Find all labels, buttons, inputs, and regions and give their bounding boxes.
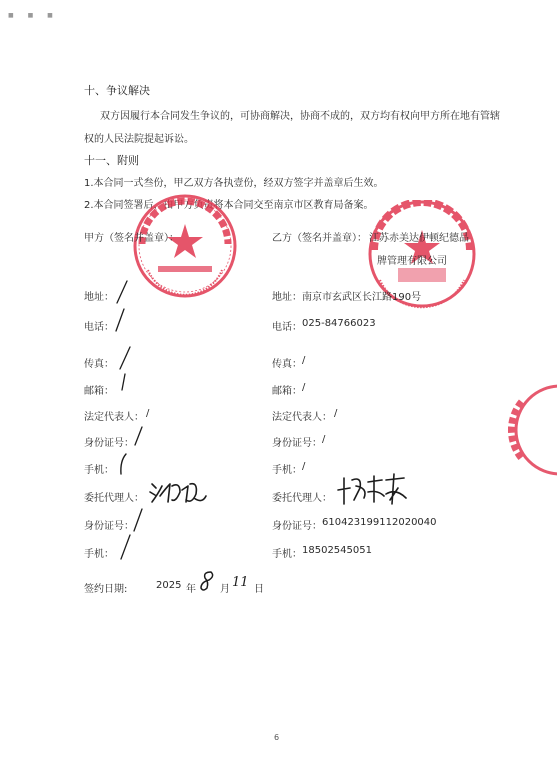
party-a-agent-id-stroke (130, 506, 146, 534)
party-a-agent-mobile-stroke (116, 532, 134, 562)
party-a-legal-rep-label: 法定代表人： (84, 412, 144, 423)
party-a-id-label: 身份证号： (84, 438, 134, 449)
signing-date-day: 11 (232, 575, 249, 590)
dispute-heading: 十、争议解决 (84, 84, 150, 97)
party-b-agent-id-label: 身份证号： (272, 521, 322, 532)
signing-date-year-unit: 年 (186, 584, 196, 595)
party-a-email-stroke (116, 372, 130, 394)
party-a-agent-signature (146, 474, 208, 508)
party-a-fax-stroke (116, 344, 134, 372)
signing-date-month-unit: 月 (220, 584, 230, 595)
party-b-agent-mobile-label: 手机： (272, 549, 302, 560)
party-a-seal (128, 192, 242, 300)
party-b-phone-value: 025-84766023 (302, 318, 376, 329)
signing-date-day-unit: 日 (254, 584, 264, 595)
dispute-line-2: 权的人民法院提起诉讼。 (84, 134, 194, 145)
party-b-address-value: 南京市玄武区长江路190号 (302, 292, 422, 303)
party-b-agent-label: 委托代理人： (272, 493, 332, 504)
party-b-address-label: 地址： (272, 292, 302, 303)
party-b-legal-rep-label: 法定代表人： (272, 412, 332, 423)
appendix-item-1: 1.本合同一式叁份，甲乙双方各执壹份，经双方签字并盖章后生效。 (84, 178, 384, 189)
partial-edge-seal (508, 380, 557, 480)
party-a-phone-label: 电话： (84, 322, 114, 333)
party-a-address-label: 地址： (84, 292, 114, 303)
party-a-email-label: 邮箱： (84, 386, 114, 397)
signing-date-month-handwritten (197, 568, 219, 594)
party-b-email-value: / (302, 382, 306, 393)
page-number: 6 (274, 733, 280, 742)
party-b-fax-label: 传真： (272, 359, 302, 370)
dispute-line-1: 双方因履行本合同发生争议的，可协商解决，协商不成的，双方均有权向甲方所在地有管辖 (100, 111, 500, 122)
appendix-item-2: 2.本合同签署后，由甲方负责将本合同交至南京市区教育局备案。 (84, 200, 374, 211)
party-b-fax-value: / (302, 355, 306, 366)
party-a-sign-label: 甲方（签名并盖章）： (84, 233, 179, 244)
party-b-mobile-value: / (302, 461, 306, 472)
corner-marks: ■ ■ ■ (8, 12, 59, 19)
party-b-email-label: 邮箱： (272, 386, 302, 397)
party-b-id-value: / (322, 434, 326, 445)
party-a-fax-label: 传真： (84, 359, 114, 370)
party-b-agent-id-value: 610423199112020040 (322, 517, 437, 528)
party-a-address-stroke (114, 278, 130, 306)
party-a-id-stroke (130, 424, 146, 448)
party-b-company-line-1: 江苏赤美达伊顿纪德品 (369, 233, 469, 244)
party-a-legal-rep-value: / (146, 408, 150, 419)
party-a-mobile-stroke (114, 451, 132, 477)
party-b-agent-signature (334, 470, 408, 510)
party-b-legal-rep-value: / (334, 408, 338, 419)
signing-date-label: 签约日期: (84, 584, 128, 595)
party-b-phone-label: 电话： (272, 322, 302, 333)
party-b-agent-mobile-value: 18502545051 (302, 545, 372, 556)
party-a-mobile-label: 手机： (84, 465, 114, 476)
party-a-agent-id-label: 身份证号： (84, 521, 134, 532)
party-a-agent-mobile-label: 手机： (84, 549, 114, 560)
party-b-id-label: 身份证号： (272, 438, 322, 449)
signing-date-year: 2025 (156, 580, 182, 591)
appendix-heading: 十一、附则 (84, 154, 139, 167)
party-a-agent-label: 委托代理人： (84, 493, 144, 504)
party-b-sign-label: 乙方（签名并盖章）： (272, 233, 367, 244)
party-b-mobile-label: 手机： (272, 465, 302, 476)
party-a-phone-stroke (112, 306, 128, 334)
party-b-company-line-2: 牌管理有限公司 (377, 256, 447, 267)
